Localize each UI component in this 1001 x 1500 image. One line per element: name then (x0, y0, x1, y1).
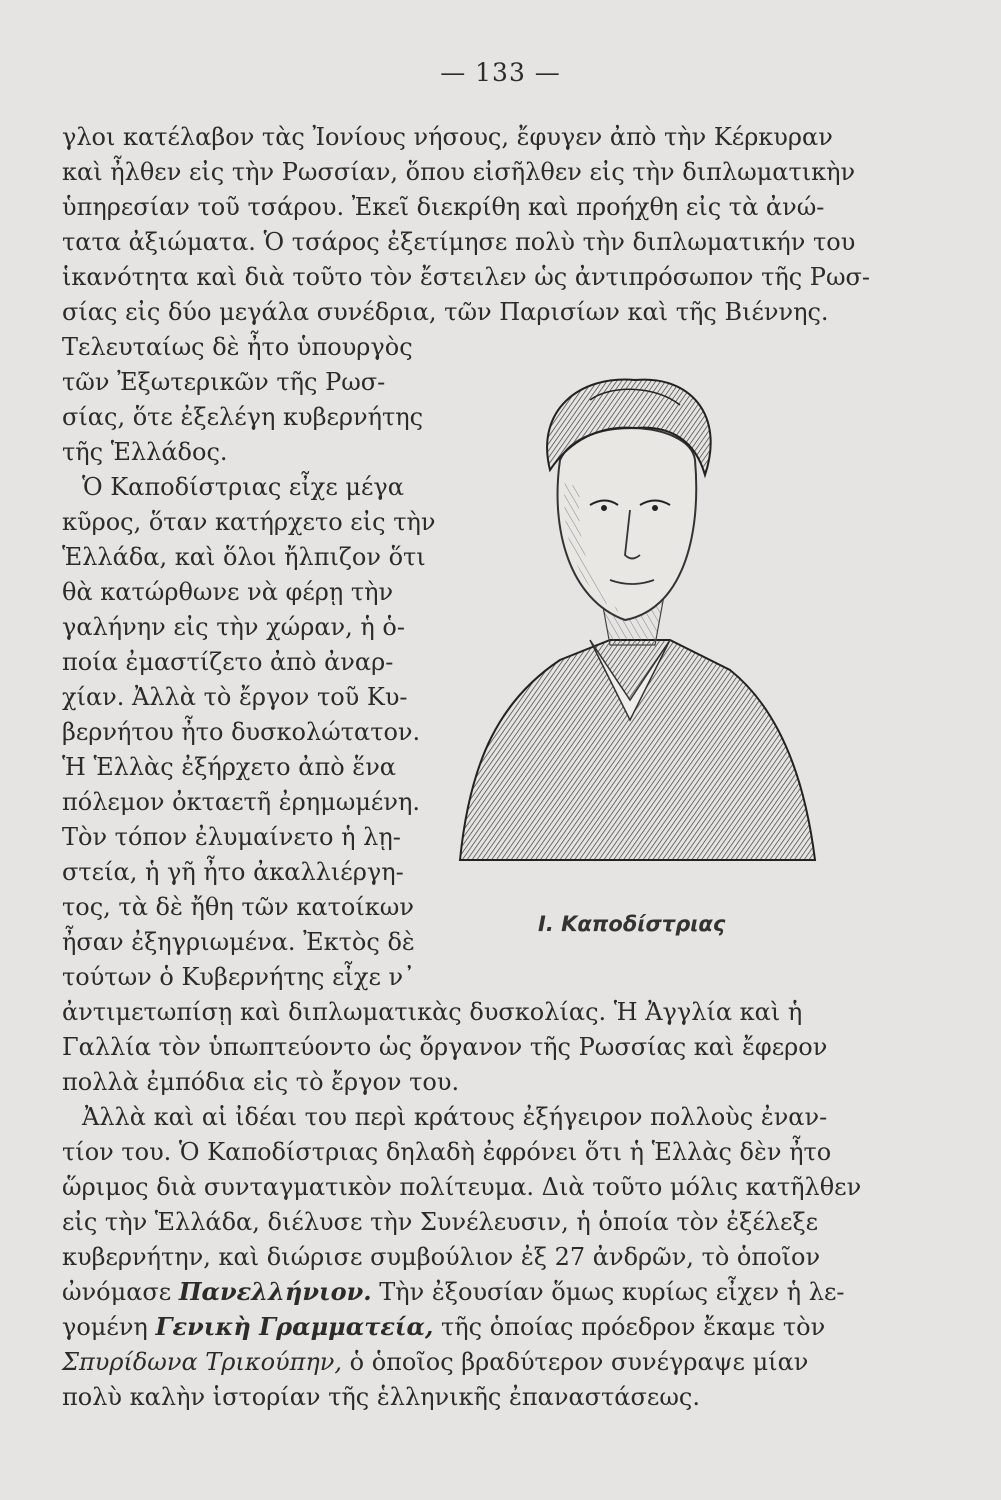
text-line: Τελευταίως δὲ ἦτο ὑπουργὸς (62, 333, 413, 361)
emphasized-term: Πανελλήνιον. (178, 1277, 372, 1306)
text-line: ποία ἐμαστίζετο ἀπὸ ἀναρ- (62, 648, 394, 676)
text-line: εἰς τὴν Ἑλλάδα, διέλυσε τὴν Συνέλευσιν, ἡ ὁποία τὸν ἐξέλεξε (62, 1208, 819, 1236)
text-line: γαλήνην εἰς τὴν χώραν, ἡ ὁ- (62, 613, 405, 641)
text-line: Ἀλλὰ καὶ αἱ ἰδέαι του περὶ κράτους ἐξήγειρον πολλοὺς ἐναν- (82, 1103, 828, 1131)
text-line: τούτων ὁ Κυβερνήτης εἶχε ν᾽ (62, 963, 416, 991)
text-line: ἱκανότητα καὶ διὰ τοῦτο τὸν ἔστειλεν ὡς ἀντιπρόσωπον τῆς Ρωσ- (62, 263, 871, 291)
text-run: γομένη (62, 1313, 148, 1341)
text-line: Ὁ Καποδίστριας εἶχε μέγα (82, 473, 404, 501)
text-line: Ἑλλάδα, καὶ ὅλοι ἤλπιζον ὅτι (62, 543, 426, 571)
text-line: πολὺ καλὴν ἱστορίαν τῆς ἑλληνικῆς ἐπαναστάσεως. (62, 1383, 700, 1411)
text-line-mixed (62, 1348, 808, 1376)
portrait-caption: Ι. Καποδίστριας (538, 912, 726, 936)
text-line: τῆς Ἑλλάδος. (62, 438, 228, 466)
text-line: ἀντιμετωπίσῃ καὶ διπλωματικὰς δυσκολίας. Ἡ Ἀγγλία καὶ ἡ (62, 998, 803, 1026)
text-line: τίον του. Ὁ Καποδίστριας δηλαδὴ ἐφρόνει ὅτι ἡ Ἑλλὰς δὲν ἦτο (62, 1138, 832, 1166)
text-line: Γαλλία τὸν ὑπωπτεύοντο ὡς ὄργανον τῆς Ρωσσίας καὶ ἔφερον (62, 1033, 828, 1061)
portrait-image (440, 340, 820, 910)
text-line: ὥριμος διὰ συνταγματικὸν πολίτευμα. Διὰ τοῦτο μόλις κατῆλθεν (62, 1173, 862, 1201)
text-line-mixed (62, 1313, 825, 1341)
text-line-mixed (62, 1278, 845, 1306)
text-run: ὠνόμασε (62, 1278, 172, 1306)
text-line: χίαν. Ἀλλὰ τὸ ἔργον τοῦ Κυ- (62, 683, 408, 711)
text-line: σίας εἰς δύο μεγάλα συνέδρια, τῶν Παρισίων καὶ τῆς Βιέννης. (62, 298, 829, 326)
text-line: Ἡ Ἑλλὰς ἐξήρχετο ἀπὸ ἕνα (62, 753, 396, 781)
person-name: Σπυρίδωνα Τρικούπην, (62, 1348, 342, 1376)
text-run: ὁ ὁποῖος βραδύτερον συνέγραψε μίαν (349, 1348, 809, 1376)
text-line: βερνήτου ἦτο δυσκολώτατον. (62, 718, 421, 746)
text-line: πόλεμον ὀκταετῆ ἐρημωμένη. (62, 788, 420, 816)
text-line: κῦρος, ὅταν κατήρχετο εἰς τὴν (62, 508, 436, 536)
text-line: θὰ κατώρθωνε νὰ φέρῃ τὴν (62, 578, 394, 606)
text-line: στεία, ἡ γῆ ἦτο ἀκαλλιέργη- (62, 858, 404, 886)
text-line: τατα ἀξιώματα. Ὁ τσάρος ἐξετίμησε πολὺ τὴν διπλωματικήν του (62, 228, 856, 256)
text-run: τῆς ὁποίας πρόεδρον ἔκαμε τὸν (441, 1313, 826, 1341)
text-line: καὶ ἦλθεν εἰς τὴν Ρωσσίαν, ὅπου εἰσῆλθεν εἰς τὴν διπλωματικὴν (62, 158, 856, 186)
page-number: — 133 — (440, 58, 561, 87)
text-line: κυβερνήτην, καὶ διώρισε συμβούλιον ἐξ 27 ἀνδρῶν, τὸ ὁποῖον (62, 1243, 821, 1271)
text-line: σίας, ὅτε ἐξελέγη κυβερνήτης (62, 403, 424, 431)
text-line: πολλὰ ἐμπόδια εἰς τὸ ἔργον του. (62, 1068, 460, 1096)
emphasized-term: Γενικὴ Γραμματεία, (155, 1312, 434, 1341)
text-line: Τὸν τόπον ἐλυμαίνετο ἡ λῃ- (62, 823, 401, 851)
text-line: γλοι κατέλαβον τὰς Ἰονίους νήσους, ἔφυγεν ἀπὸ τὴν Κέρκυραν (62, 123, 833, 151)
text-line: ἦσαν ἐξηγριωμένα. Ἐκτὸς δὲ (62, 928, 415, 956)
text-line: ὑπηρεσίαν τοῦ τσάρου. Ἐκεῖ διεκρίθη καὶ προήχθη εἰς τὰ ἀνώ- (62, 193, 825, 221)
text-run: Τὴν ἐξουσίαν ὅμως κυρίως εἶχεν ἡ λε- (379, 1278, 845, 1306)
text-line: τῶν Ἐξωτερικῶν τῆς Ρωσ- (62, 368, 386, 396)
text-line: τος, τὰ δὲ ἤθη τῶν κατοίκων (62, 893, 414, 921)
